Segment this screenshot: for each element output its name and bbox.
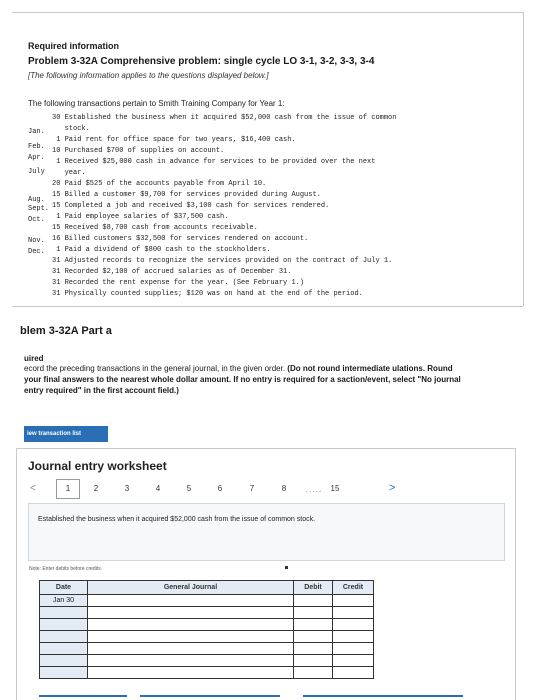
page-tab-1[interactable]: 1 [65, 484, 71, 493]
transaction-line: year. [52, 169, 86, 177]
account-input[interactable] [88, 655, 294, 667]
month-label: Feb. [28, 143, 45, 151]
credit-input[interactable] [333, 631, 374, 643]
entry-note: Note: Enter debits before credits. [29, 566, 103, 572]
required-heading: uired [24, 354, 44, 363]
transaction-line: 16 Billed customers $32,500 for services rendered on account. [52, 235, 309, 243]
page-tab-4[interactable]: 4 [155, 484, 161, 493]
transaction-line: 15 Received $8,700 cash from accounts receivable. [52, 224, 258, 232]
page-tab-6[interactable]: 6 [217, 484, 223, 493]
credit-input[interactable] [333, 595, 374, 607]
date-cell[interactable] [40, 631, 88, 643]
table-row [40, 607, 374, 619]
month-label: Aug. [28, 196, 45, 204]
right-frame-rule [523, 12, 524, 306]
bottom-accent-line [39, 695, 127, 697]
transaction-line: 1 Paid a dividend of $800 cash to the stockholders. [52, 246, 271, 254]
debit-input[interactable] [294, 595, 333, 607]
page-tab-8[interactable]: 8 [281, 484, 287, 493]
month-label: Jan. [28, 128, 45, 136]
top-frame-rule [12, 12, 523, 13]
debit-input[interactable] [294, 619, 333, 631]
transaction-line: 31 Recorded the rent expense for the year. (See February 1.) [52, 279, 305, 287]
transaction-line: 31 Adjusted records to recognize the services provided on the contract of July 1. [52, 257, 393, 265]
instructions-plain: ecord the preceding transactions in the general journal, in the given order. [24, 364, 288, 373]
cursor-dot [285, 566, 288, 569]
worksheet-title: Journal entry worksheet [28, 459, 167, 473]
transaction-line: 1 Paid employee salaries of $37,500 cash. [52, 213, 229, 221]
debit-input[interactable] [294, 631, 333, 643]
transaction-line: 31 Recorded $2,100 of accrued salaries as of December 31. [52, 268, 292, 276]
col-credit: Credit [333, 581, 374, 595]
account-input[interactable] [88, 667, 294, 679]
page-tab-3[interactable]: 3 [124, 484, 130, 493]
account-input[interactable] [88, 595, 294, 607]
table-row [40, 643, 374, 655]
debit-input[interactable] [294, 655, 333, 667]
bottom-accent-line [303, 695, 463, 697]
date-cell[interactable] [40, 607, 88, 619]
info-note: [The following information applies to the questions displayed below.] [28, 71, 269, 80]
transaction-line: 1 Received $25,000 cash in advance for services to be provided over the next [52, 158, 376, 166]
month-label: Dec. [28, 248, 45, 256]
date-cell[interactable] [40, 655, 88, 667]
col-general-journal: General Journal [88, 581, 294, 595]
view-transaction-list-button[interactable]: iew transaction list [24, 426, 108, 442]
transaction-line: 31 Physically counted supplies; $120 was on hand at the end of the period. [52, 290, 363, 298]
intro-text: The following transactions pertain to Smith Training Company for Year 1: [28, 99, 285, 108]
month-label: Apr. [28, 154, 45, 162]
date-cell[interactable]: Jan 30 [40, 595, 88, 607]
transaction-line: 15 Billed a customer $9,700 for services provided during August. [52, 191, 321, 199]
transaction-line: 10 Purchased $700 of supplies on account. [52, 147, 225, 155]
credit-input[interactable] [333, 655, 374, 667]
next-page-icon[interactable]: > [389, 482, 396, 494]
month-label: July [28, 168, 45, 176]
table-row [40, 631, 374, 643]
journal-table [39, 580, 374, 679]
section-divider [12, 306, 523, 307]
section-heading: Required information [28, 41, 120, 51]
account-input[interactable] [88, 631, 294, 643]
part-title: blem 3-32A Part a [20, 325, 112, 337]
problem-title: Problem 3-32A Comprehensive problem: single cycle LO 3-1, 3-2, 3-3, 3-4 [28, 56, 375, 67]
col-debit: Debit [294, 581, 333, 595]
credit-input[interactable] [333, 619, 374, 631]
credit-input[interactable] [333, 607, 374, 619]
table-row [40, 619, 374, 631]
prev-page-icon[interactable]: < [30, 483, 36, 494]
col-date: Date [40, 581, 88, 595]
debit-input[interactable] [294, 643, 333, 655]
date-cell[interactable] [40, 643, 88, 655]
bottom-accent-line [140, 695, 280, 697]
month-label: Nov. [28, 237, 45, 245]
account-input[interactable] [88, 643, 294, 655]
pager-ellipsis: . . . . . [306, 488, 322, 494]
transaction-line: stock. [52, 125, 90, 133]
credit-input[interactable] [333, 667, 374, 679]
instructions [24, 363, 464, 396]
table-row [40, 667, 374, 679]
page-tab-2[interactable]: 2 [93, 484, 99, 493]
date-cell[interactable] [40, 619, 88, 631]
transaction-description: Established the business when it acquired $52,000 cash from the issue of common stock. [38, 516, 316, 523]
account-input[interactable] [88, 619, 294, 631]
transaction-line: 20 Paid $525 of the accounts payable from April 10. [52, 180, 267, 188]
transaction-line: 1 Paid rent for office space for two years, $16,400 cash. [52, 136, 296, 144]
credit-input[interactable] [333, 643, 374, 655]
transaction-line: 15 Completed a job and received $3,100 cash for services rendered. [52, 202, 330, 210]
debit-input[interactable] [294, 607, 333, 619]
date-cell[interactable] [40, 667, 88, 679]
month-label: Oct. [28, 216, 45, 224]
month-label: Sept. [28, 205, 50, 213]
transaction-line: 30 Established the business when it acquired $52,000 cash from the issue of common [52, 114, 397, 122]
table-row [40, 655, 374, 667]
table-row [40, 595, 374, 607]
instructions-bold: (Do not round intermediate ulations. Round your final answers to the nearest whole dollar amount. If no entry is required for a saction/event, select "No journal entry required" in the first account field.) [24, 364, 461, 395]
page-tab-5[interactable]: 5 [186, 484, 192, 493]
page-tab-7[interactable]: 7 [249, 484, 255, 493]
page-tab-15[interactable]: 15 [330, 484, 340, 493]
debit-input[interactable] [294, 667, 333, 679]
transaction-description-box [28, 503, 505, 561]
account-input[interactable] [88, 607, 294, 619]
